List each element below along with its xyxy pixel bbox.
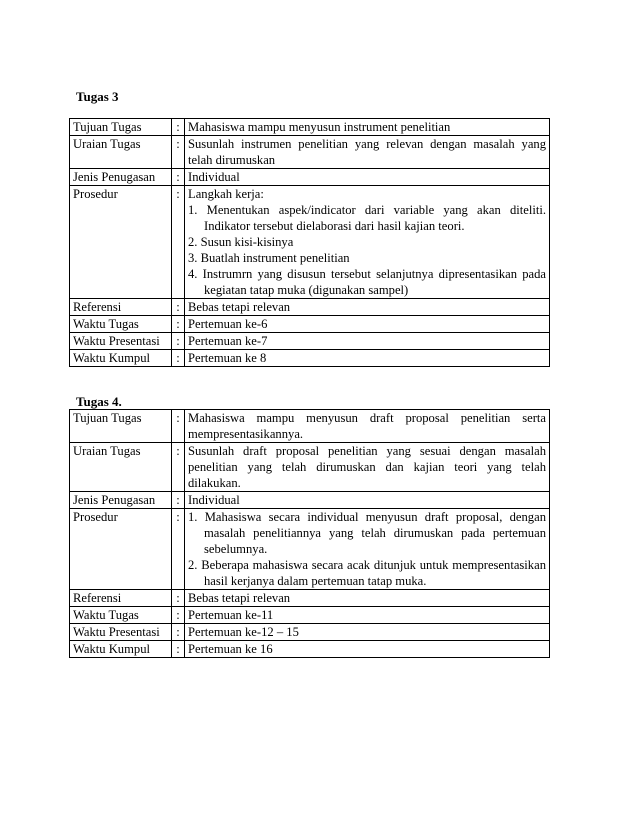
row-value: Susunlah draft proposal penelitian yang sesuai dengan masalah penelitian yang telah dirumuskan dan kajian teori yang telah dilakukan. [185,443,550,492]
row-value: Bebas tetapi relevan [185,590,550,607]
table-row [70,316,550,333]
row-value: Individual [185,492,550,509]
row-separator: : [172,443,185,492]
row-label: Tujuan Tugas [70,119,172,136]
row-separator: : [172,136,185,169]
table-row [70,410,550,443]
row-separator: : [172,492,185,509]
procedure-step: 2. Susun kisi-kisinya [188,235,294,249]
row-value: Mahasiswa mampu menyusun draft proposal penelitian serta mempresentasikannya. [185,410,550,443]
table-row [70,590,550,607]
row-label: Waktu Presentasi [70,624,172,641]
table-row [70,299,550,316]
row-label: Referensi [70,590,172,607]
tugas-3-table [69,118,550,367]
row-label: Uraian Tugas [70,136,172,169]
row-label: Jenis Penugasan [70,492,172,509]
procedure-step: 4. Instrumrn yang disusun tersebut selanjutnya dipresentasikan pada kegiatan tatap muka (digunakan sampel) [188,267,546,297]
table-row [70,169,550,186]
row-separator: : [172,169,185,186]
row-separator: : [172,590,185,607]
row-label: Waktu Presentasi [70,333,172,350]
row-label: Jenis Penugasan [70,169,172,186]
row-value: Mahasiswa mampu menyusun instrument penelitian [185,119,550,136]
tugas-4-table [69,409,550,658]
table-row [70,492,550,509]
table-row [70,443,550,492]
row-separator: : [172,186,185,299]
table-row [70,136,550,169]
row-label: Uraian Tugas [70,443,172,492]
row-label: Waktu Tugas [70,316,172,333]
row-label: Waktu Kumpul [70,641,172,658]
row-value: Pertemuan ke 8 [185,350,550,367]
row-separator: : [172,316,185,333]
row-value: Bebas tetapi relevan [185,299,550,316]
row-label: Prosedur [70,186,172,299]
procedure-intro: Langkah kerja: [188,187,264,201]
row-value: Pertemuan ke-7 [185,333,550,350]
row-label: Referensi [70,299,172,316]
row-separator: : [172,624,185,641]
table-row [70,119,550,136]
row-separator: : [172,299,185,316]
row-separator: : [172,350,185,367]
row-value [185,186,550,299]
table-row [70,607,550,624]
row-separator: : [172,333,185,350]
table-row [70,624,550,641]
table-row [70,350,550,367]
table-row [70,509,550,590]
row-value: Individual [185,169,550,186]
tugas-4-heading: Tugas 4. [76,394,122,409]
row-separator: : [172,410,185,443]
procedure-step: 3. Buatlah instrument penelitian [188,251,350,265]
table-row [70,333,550,350]
tugas-3-heading: Tugas 3 [76,89,119,104]
row-separator: : [172,119,185,136]
procedure-step: 1. Menentukan aspek/indicator dari variable yang akan diteliti. Indikator tersebut dielaborasi dari hasil kajian teori. [188,203,546,233]
row-separator: : [172,641,185,658]
table-row [70,186,550,299]
procedure-step: 2. Beberapa mahasiswa secara acak ditunjuk untuk mempresentasikan hasil kerjanya dalam pertemuan tatap muka. [188,558,546,588]
row-value: Susunlah instrumen penelitian yang relevan dengan masalah yang telah dirumuskan [185,136,550,169]
procedure-step: 1. Mahasiswa secara individual menyusun draft proposal, dengan masalah penelitiannya yang telah dirumuskan pada pertemuan sebelumnya. [188,510,546,556]
row-separator: : [172,607,185,624]
row-value: Pertemuan ke-11 [185,607,550,624]
row-label: Waktu Kumpul [70,350,172,367]
row-label: Waktu Tugas [70,607,172,624]
row-value: Pertemuan ke-12 – 15 [185,624,550,641]
row-value: Pertemuan ke-6 [185,316,550,333]
table-row [70,641,550,658]
row-value: Pertemuan ke 16 [185,641,550,658]
row-separator: : [172,509,185,590]
row-label: Prosedur [70,509,172,590]
row-value [185,509,550,590]
row-label: Tujuan Tugas [70,410,172,443]
